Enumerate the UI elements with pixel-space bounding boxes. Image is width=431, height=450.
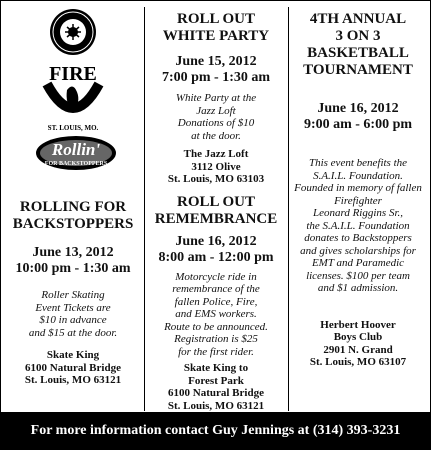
event-heading: 4TH ANNUAL 3 ON 3 BASKETBALL TOURNAMENT (303, 11, 413, 78)
event-venue: Herbert Hoover Boys Club 2901 N. Grand St. Louis, MO 63107 (309, 318, 407, 368)
fire-logo-text: FIRE (49, 63, 97, 85)
event-heading: ROLL OUT WHITE PARTY (162, 11, 270, 44)
event-date-time: June 13, 2012 10:00 pm - 1:30 am (15, 245, 131, 276)
column-divider (144, 7, 145, 411)
event-description: This event benefits the S.A.I.L. Foundation. Founded in memory of fallen Firefighter Leonard Riggins Sr., the S.A.I.L. Foundation donates to Backstoppers and gives scholarships for EMT and Paramedic licenses. $100 per team and $1 admission. (294, 157, 422, 294)
event-venue: Skate King 6100 Natural Bridge St. Louis, MO 63121 (24, 349, 122, 386)
column-basketball-tournament (289, 7, 427, 369)
event-description: Motorcycle ride in remembrance of the fallen Police, Fire, and EMS workers. Route to be announced. Registration is $25 for the first rider. (164, 270, 268, 358)
event-date-time: June 16, 2012 9:00 am - 6:00 pm (303, 101, 413, 132)
column-rolling-for-backstoppers (3, 7, 143, 387)
rollin-logo (31, 133, 121, 173)
footer-contact-text: For more information contact Guy Jennings at (314) 393-3231 (30, 423, 401, 438)
event-remembrance (146, 194, 286, 413)
event-venue: The Jazz Loft 3112 Olive St. Louis, MO 63103 (167, 148, 265, 185)
rollin-logo-sub: FOR BACKSTOPPERS (44, 161, 108, 167)
event-heading: ROLLING FOR BACKSTOPPERS (12, 199, 134, 232)
ethical-society-seal-logo (43, 7, 103, 57)
footer-contact-banner (0, 412, 431, 450)
event-white-party (146, 11, 286, 186)
event-description: Roller Skating Event Tickets are $10 in advance and $15 at the door. (28, 289, 118, 339)
event-heading: ROLL OUT REMEMBRANCE (154, 193, 278, 227)
fire-logo (33, 62, 113, 132)
event-venue: Skate King to Forest Park 6100 Natural Bridge St. Louis, MO 63121 (167, 362, 265, 412)
event-date-time: June 16, 2012 8:00 am - 12:00 pm (158, 233, 274, 265)
rollin-logo-text: Rollin' (51, 140, 101, 159)
logo-stack (3, 7, 143, 167)
column-roll-out (146, 7, 286, 412)
event-description: White Party at the Jazz Loft Donations of $10 at the door. (175, 92, 257, 142)
event-date-time: June 15, 2012 7:00 pm - 1:30 am (161, 54, 271, 85)
fire-logo-city: ST. LOUIS, MO. (47, 124, 99, 132)
